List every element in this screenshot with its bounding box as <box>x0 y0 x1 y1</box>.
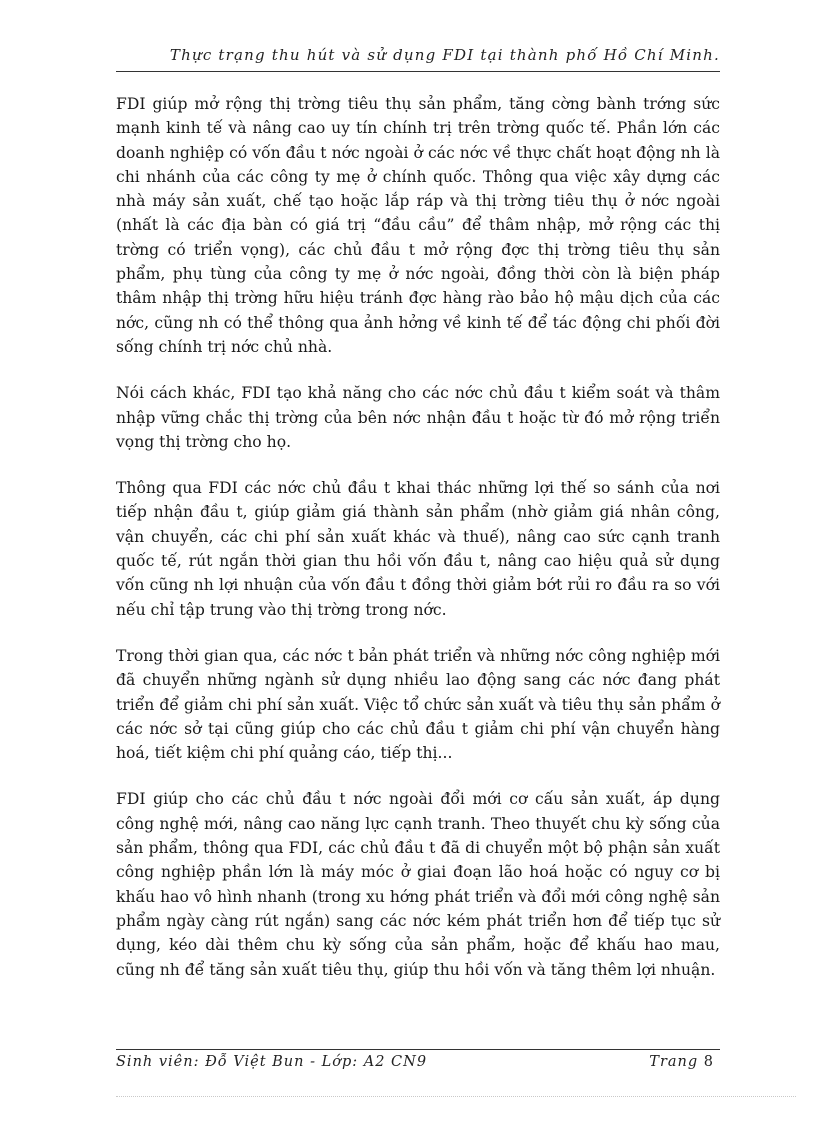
paragraph-2: Nói cách khác, FDI tạo khả năng cho các nớc chủ đầu t kiểm soát và thâm nhập vững chắc thị trờng của bên nớc nhận đầu t hoặc từ đó mở rộng triển vọng thị trờng cho họ. <box>116 384 720 451</box>
header-divider <box>116 71 720 72</box>
paragraph-5: FDI giúp cho các chủ đầu t nớc ngoài đổi mới cơ cấu sản xuất, áp dụng công nghệ mới, nâng cao năng lực cạnh tranh. Theo thuyết chu kỳ sống của sản phẩm, thông qua FDI, các chủ đầu t đã di chuyển một bộ phận sản xuất công nghiệp phần lớn là máy móc ở giai đoạn lão hoá hoặc có nguy cơ bị khấu hao vô hình nhanh (trong xu hớng phát triển và đổi mới công nghệ sản phẩm ngày càng rút ngắn) sang các nớc kém phát triển hơn để tiếp tục sử dụng, kéo dài thêm chu kỳ sống của sản phẩm, hoặc để khấu hao mau, cũng nh để tăng sản xuất tiêu thụ, giúp thu hồi vốn và tăng thêm lợi nhuận. <box>116 790 720 979</box>
paragraph-3: Thông qua FDI các nớc chủ đầu t khai thác những lợi thế so sánh của nơi tiếp nhận đầu t, giúp giảm giá thành sản phẩm (nhờ giảm giá nhân công, vận chuyển, các chi phí sản xuất khác và thuế), nâng cao sức cạnh tranh quốc tế, rút ngắn thời gian thu hồi vốn đầu t, nâng cao hiệu quả sử dụng vốn cũng nh lợi nhuận của vốn đầu t đồng thời giảm bớt rủi ro đầu ra so với nếu chỉ tập trung vào thị trờng trong nớc. <box>116 479 720 619</box>
footer-page-label: Trang <box>649 1054 699 1070</box>
paragraph-4: Trong thời gian qua, các nớc t bản phát triển và những nớc công nghiệp mới đã chuyển những ngành sử dụng nhiều lao động sang các nớc đang phát triển để giảm chi phí sản xuất. Việc tổ chức sản xuất và tiêu thụ sản phẩm ở các nớc sở tại cũng giúp cho các chủ đầu t giảm chi phí vận chuyển hàng hoá, tiết kiệm chi phí quảng cáo, tiếp thị... <box>116 646 720 763</box>
footer-page-number: 8 <box>703 1054 714 1070</box>
bottom-dotted-line <box>116 1096 796 1097</box>
footer-student-info: Sinh viên: Đỗ Việt Bun - Lớp: A2 CN9 <box>116 1054 428 1070</box>
page-header-title: Thực trạng thu hút và sử dụng FDI tại thành phố Hồ Chí Minh. <box>169 46 720 64</box>
footer-divider <box>116 1049 720 1050</box>
footer-page-indicator <box>649 1054 714 1070</box>
body-text <box>116 92 720 1004</box>
paragraph-1: FDI giúp mở rộng thị trờng tiêu thụ sản phẩm, tăng cờng bành trớng sức mạnh kinh tế và nâng cao uy tín chính trị trên trờng quốc tế. Phần lớn các doanh nghiệp có vốn đầu t nớc ngoài ở các nớc về thực chất hoạt động nh là chi nhánh của các công ty mẹ ở chính quốc. Thông qua việc xây dựng các nhà máy sản xuất, chế tạo hoặc lắp ráp và thị trờng tiêu thụ ở nớc ngoài (nhất là các địa bàn có giá trị “đầu cầu” để thâm nhập, mở rộng các thị trờng có triển vọng), các chủ đầu t mở rộng đợc thị trờng tiêu thụ sản phẩm, phụ tùng của công ty mẹ ở nớc ngoài, đồng thời còn là biện pháp thâm nhập thị trờng hữu hiệu tránh đợc hàng rào bảo hộ mậu dịch của các nớc, cũng nh có thể thông qua ảnh hởng về kinh tế để tác động chi phối đời sống chính trị nớc chủ nhà. <box>116 95 720 356</box>
